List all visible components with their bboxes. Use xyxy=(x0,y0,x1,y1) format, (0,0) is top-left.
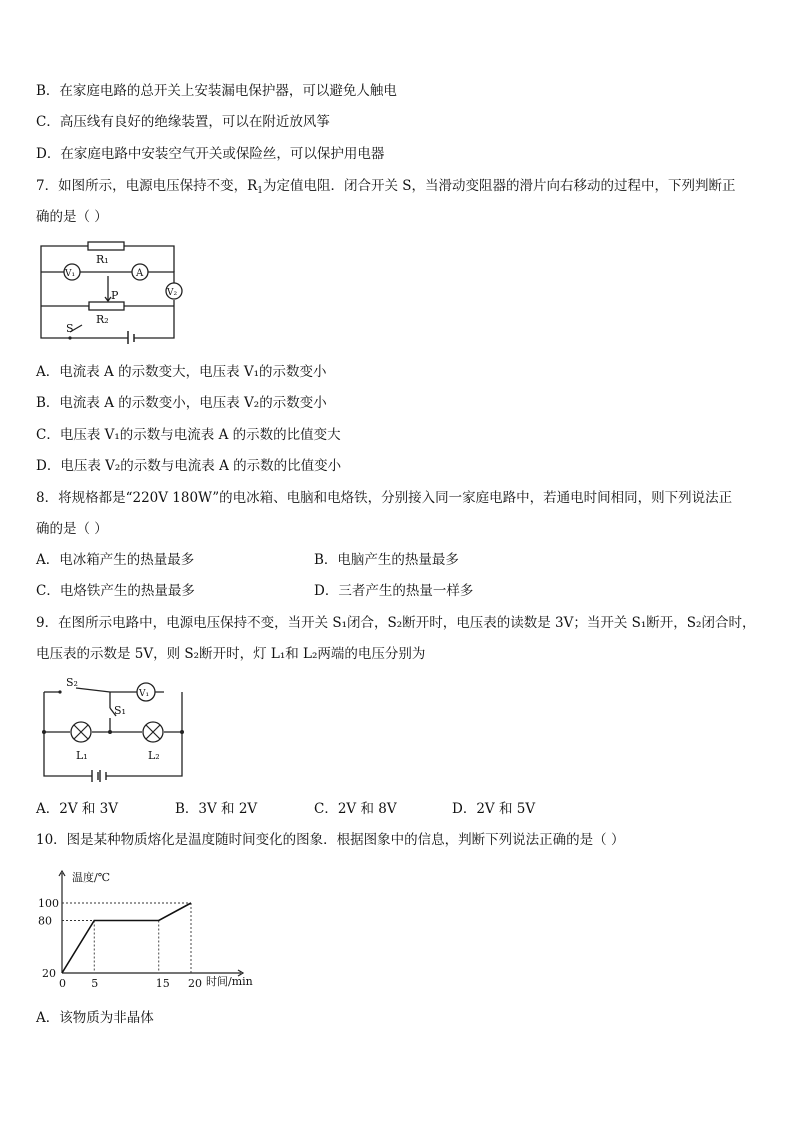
switch-label: S xyxy=(66,322,74,335)
q8-option-a: A．电冰箱产生的热量最多 xyxy=(36,552,195,568)
lamp-l1 xyxy=(71,722,91,742)
q7-circuit-figure xyxy=(36,238,188,344)
x-tick-label: 0 xyxy=(59,977,66,990)
v1-label: V₁ xyxy=(65,269,76,279)
q8-option-b: B．电脑产生的热量最多 xyxy=(314,552,459,568)
subscript-1: 1 xyxy=(257,186,263,196)
q10-temperature-chart xyxy=(36,865,276,995)
r1-label: R₁ xyxy=(96,253,109,266)
y-axis-label: 温度/℃ xyxy=(72,871,111,884)
q8-stem-line1: 8．将规格都是“220V 180W”的电冰箱、电脑和电烙铁，分别接入同一家庭电路中，若通电时间相同，则下列说法正 xyxy=(36,490,733,506)
y-tick-label: 80 xyxy=(38,914,52,928)
q6-option-b: B．在家庭电路的总开关上安装漏电保护器，可以避免人触电 xyxy=(36,83,397,99)
q7-stem-line2: 确的是（ ） xyxy=(36,209,108,225)
x-tick-label: 20 xyxy=(188,977,202,990)
l1-label: L₁ xyxy=(76,749,88,762)
r2-label: R₂ xyxy=(96,313,109,326)
q9-option-d: D．2V 和 5V xyxy=(452,801,536,817)
q9-stem-line1: 9．在图所示电路中，电源电压保持不变，当开关 S₁闭合，S₂断开时，电压表的读数是 3V；当开关 S₁断开，S₂闭合时， xyxy=(36,615,756,631)
q7-option-a: A．电流表 A 的示数变大，电压表 V₁的示数变小 xyxy=(36,364,327,380)
r1-resistor xyxy=(88,242,124,250)
v1-label: V₁ xyxy=(139,689,150,699)
s1-label: S₁ xyxy=(114,704,126,717)
lamp-l2 xyxy=(143,722,163,742)
r2-rheostat xyxy=(89,302,124,310)
battery xyxy=(92,770,106,782)
x-axis-label: 时间/min xyxy=(206,975,253,988)
p-label: P xyxy=(111,289,119,302)
x-tick-label: 5 xyxy=(91,977,99,990)
v2-label: V₂ xyxy=(167,288,178,298)
q8-option-c: C．电烙铁产生的热量最多 xyxy=(36,583,195,599)
q9-option-b: B．3V 和 2V xyxy=(175,801,258,817)
q8-stem-line2: 确的是（ ） xyxy=(36,521,108,537)
battery xyxy=(128,331,134,344)
q6-option-c: C．高压线有良好的绝缘装置，可以在附近放风筝 xyxy=(36,114,330,130)
s2-label: S₂ xyxy=(66,676,78,689)
ammeter-label: A xyxy=(136,268,144,279)
temperature-curve xyxy=(62,903,191,973)
q6-option-d: D．在家庭电路中安装空气开关或保险丝，可以保护用电器 xyxy=(36,146,385,162)
q10-option-a: A．该物质为非晶体 xyxy=(36,1010,154,1026)
q9-option-a: A．2V 和 3V xyxy=(36,801,119,817)
q7-option-b: B．电流表 A 的示数变小，电压表 V₂的示数变小 xyxy=(36,395,327,411)
q7-option-c: C．电压表 V₁的示数与电流表 A 的示数的比值变大 xyxy=(36,427,341,443)
x-tick-label: 15 xyxy=(155,977,170,990)
q9-option-c: C．2V 和 8V xyxy=(314,801,397,817)
q9-circuit-figure xyxy=(36,672,186,788)
q9-stem-line2: 电压表的示数是 5V，则 S₂断开时，灯 L₁和 L₂两端的电压分别为 xyxy=(36,646,426,662)
q10-stem: 10．图是某种物质熔化是温度随时间变化的图象．根据图象中的信息，判断下列说法正确的是（ ） xyxy=(36,832,625,848)
y-tick-label: 100 xyxy=(38,897,59,910)
y-tick-label: 20 xyxy=(42,967,56,980)
q8-option-d: D．三者产生的热量一样多 xyxy=(314,583,474,599)
q7-stem-line1: 7．如图所示，电源电压保持不变，$R_1$为定值电阻．闭合开关 S，当滑动变阻器的滑片向右移动的过程中，下列判断正 xyxy=(36,178,736,196)
l2-label: L₂ xyxy=(148,749,160,762)
q7-option-d: D．电压表 V₂的示数与电流表 A 的示数的比值变小 xyxy=(36,458,342,474)
